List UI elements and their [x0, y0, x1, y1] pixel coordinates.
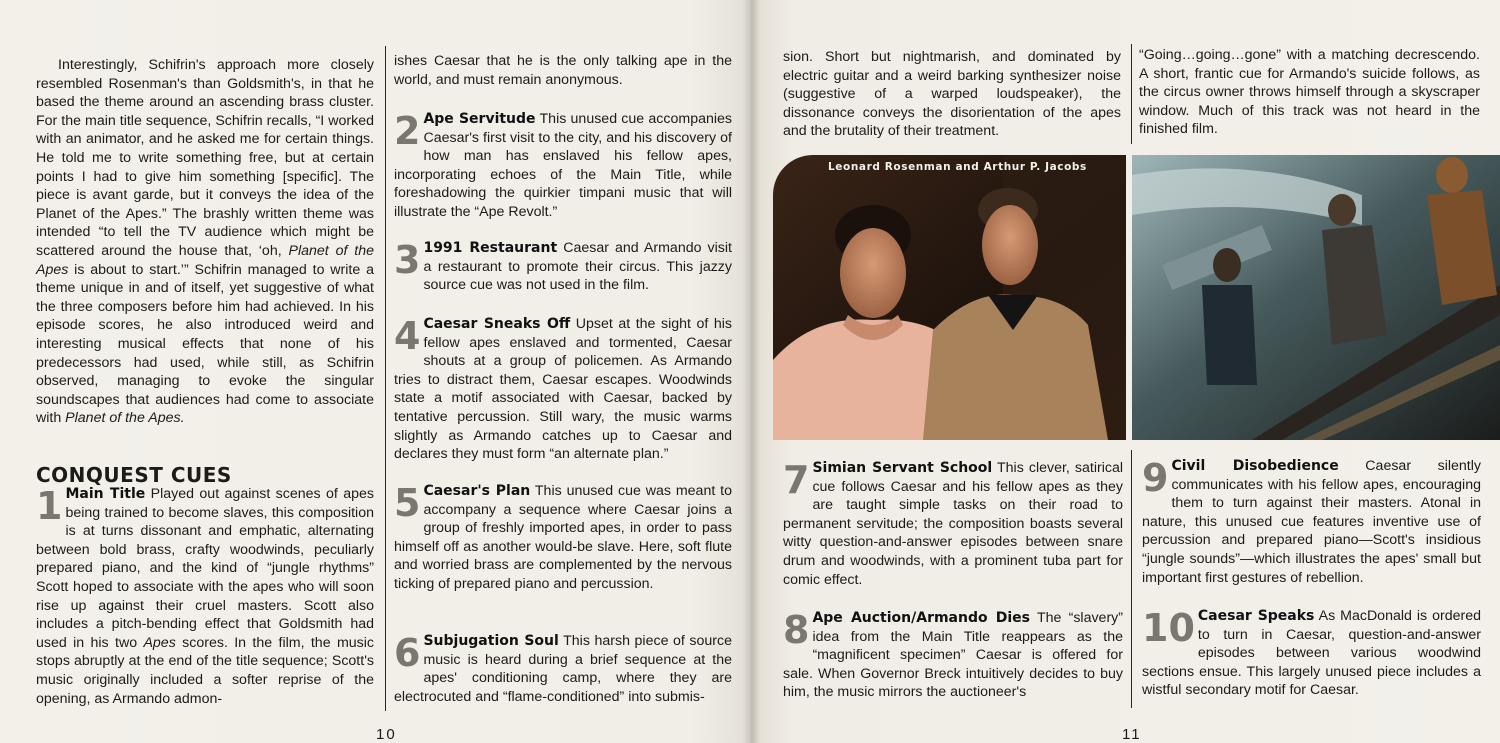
cue-text: This harsh piece of source music is heard during a brief sequence at the apes' conditioning camp, where they are electrocuted and “flame-conditioned” into submis- — [394, 633, 733, 705]
cue-2 — [394, 110, 732, 222]
intro-paragraph — [36, 56, 374, 428]
continuation-text: ishes Caesar that he is the only talking ape in the world, and must remain anonymous. — [394, 53, 732, 88]
cue-number: 3 — [394, 238, 421, 282]
column-divider — [385, 46, 386, 711]
intro-text: Interestingly, Schifrin's approach more closely resembled Rosenman's than Goldsmith's, in that he based the theme around an ascending brass cluster. For the main title sequence, Schifrin recalls, “I worked with an animator, and he asked me for certain things. He told me to write something free, but at certain points I had to give him something [specific]. The piece is avant garde, but it conveys the idea of the Planet of the Apes.” The brashly written theme was intended “to tell the TV audience which might be scattered around the house that, ‘oh, — [36, 57, 374, 259]
cue-title: Ape Servitude — [423, 111, 536, 127]
cue-number: 6 — [394, 631, 421, 675]
cue-8 — [783, 609, 1123, 702]
page-number-left: 10 — [376, 726, 397, 743]
continuation-text: “Going…going…gone” with a matching decrescendo. A short, frantic cue for Armando's suicide follows, as the circus owner throws himself through a skyscraper window. Much of this track was not heard in the finished film. — [1139, 47, 1480, 138]
photo-film-still — [1132, 155, 1500, 440]
cue-title: Simian Servant School — [812, 460, 993, 476]
cue-number: 9 — [1142, 456, 1169, 500]
right-top-left-text — [783, 48, 1121, 141]
cue-text: Caesar silently communicates with his fellow apes, encouraging them to turn against their masters. Atonal in nature, this unused cue features inventive use of percussion and prepared piano—Scott's insidious “jungle sounds”—which illustrates the apes' small but important first gestures of rebellion. — [1142, 458, 1481, 586]
cue-title: Subjugation Soul — [423, 633, 559, 649]
section-heading: CONQUEST CUES — [36, 463, 232, 487]
cue-number: 2 — [394, 109, 421, 153]
page-number-right: 11 — [1122, 726, 1142, 743]
cue-text: Caesar and Armando visit a restaurant to promote their circus. This jazzy source cue was not used in the film. — [423, 240, 732, 294]
cue-1 — [36, 485, 374, 708]
col2-continuation — [394, 52, 732, 89]
photo-image — [773, 155, 1126, 440]
cue-text: The “slavery” idea from the Main Title reappears as the “magnificent specimen” Caesar is offered for sale. When Governor Breck intuitively decides to buy him, the music mirrors the auctioneer's — [783, 610, 1123, 701]
cue-5 — [394, 482, 732, 594]
cue-4 — [394, 315, 732, 464]
cue-italic: Apes — [143, 634, 176, 651]
film-still-image — [1132, 155, 1500, 440]
cue-text: This clever, satirical cue follows Caesar and his fellow apes as they are taught simple tasks on their road to permanent servitude; the composition boasts several witty question-and-answer episodes between snare drum and woodwinds, with a prominent tuba part for comic effect. — [783, 460, 1123, 588]
cue-number: 8 — [783, 608, 810, 652]
book-spine-shadow — [742, 0, 760, 743]
cue-text: As MacDonald is ordered to turn in Caesar, question-and-answer episodes between various woodwind sections ensue. This largely unused piece includes a wistful secondary motif for Caesar. — [1142, 608, 1482, 699]
intro-italic-title: Planet of the Apes — [36, 242, 375, 278]
cue-title: Ape Auction/Armando Dies — [812, 610, 1030, 626]
cue-number: 7 — [783, 458, 810, 502]
cue-number: 1 — [36, 484, 63, 528]
cue-number: 10 — [1142, 606, 1195, 650]
intro-italic-title-2: Planet of the Apes. — [65, 410, 185, 427]
left-column-1 — [36, 56, 374, 428]
cue-title: Main Title — [65, 486, 146, 502]
cue-title: Caesar Sneaks Off — [423, 316, 571, 332]
right-top-right-text — [1139, 46, 1480, 139]
cue-title: Caesar Speaks — [1197, 608, 1315, 624]
cue-text: Played out against scenes of apes being trained to become slaves, this composition is at turns dissonant and emphatic, alternating between bold brass, crafty woodwinds, peculiarly prepared piano, and the kind of “jungle rhythms” Scott hoped to associate with the apes who will soon rise up against their cruel masters. Scott also includes a pitch-bending effect that Goldsmith had used in his two — [36, 486, 374, 651]
cue-9 — [1142, 457, 1481, 587]
continuation-text: sion. Short but nightmarish, and dominated by electric guitar and a weird barking synthesizer noise (suggestive of a warped loudspeaker), the dissonance conveys the disorientation of the apes and the brutality of their treatment. — [783, 49, 1121, 140]
cue-7 — [783, 459, 1123, 589]
column-divider-bottom — [1131, 450, 1132, 708]
intro-text-cont: is about to start.’” Schifrin managed to write a theme unique in and of itself, yet suggestive of what the three composers before him had achieved. In his episode scores, he also introduced weird and interesting musical effects that none of his predecessors had used, while still, as Schifrin observed, managing to evoke the singular soundscapes that audiences had come to associate with — [36, 261, 374, 427]
column-divider-top — [1131, 44, 1132, 144]
cue-6 — [394, 632, 732, 706]
photo-caption: Leonard Rosenman and Arthur P. Jacobs — [828, 161, 1087, 173]
cue-number: 5 — [394, 481, 421, 525]
cue-text-cont: scores. In the film, the music stops abruptly at the end of the title sequence; Scott's music originally included a softer reprise of the opening, as Armando admon- — [36, 634, 374, 707]
cue-text: This unused cue was meant to accompany a sequence where Caesar joins a group of freshly imported apes, in order to pass himself off as another would-be slave. Here, soft flute and worried brass are complemented by the nervous ticking of prepared piano and percussion. — [394, 483, 732, 592]
cue-10 — [1142, 607, 1481, 700]
cue-text: Upset at the sight of his fellow apes enslaved and tormented, Caesar shouts at a group of policemen. As Armando tries to distract them, Caesar escapes. Woodwinds state a motif associated with Caesar, backed by tentative percussion. Still wary, the music warms slightly as Armando catches up to Caesar and declares they must form “an alternate plan.” — [394, 316, 732, 463]
cue-title: Civil Disobedience — [1171, 458, 1339, 474]
cue-3 — [394, 239, 732, 295]
cue-title: Caesar's Plan — [423, 483, 531, 499]
cue-text: This unused cue accompanies Caesar's first visit to the city, and his discovery of how man has enslaved his fellow apes, incorporating echoes of the Main Title, while foreshadowing the quirkier timpani music that will illustrate the “Ape Revolt.” — [394, 111, 732, 220]
cue-number: 4 — [394, 314, 421, 358]
cue-title: 1991 Restaurant — [423, 240, 558, 256]
photo-rosenman-jacobs — [773, 155, 1126, 440]
right-page — [750, 0, 1500, 743]
